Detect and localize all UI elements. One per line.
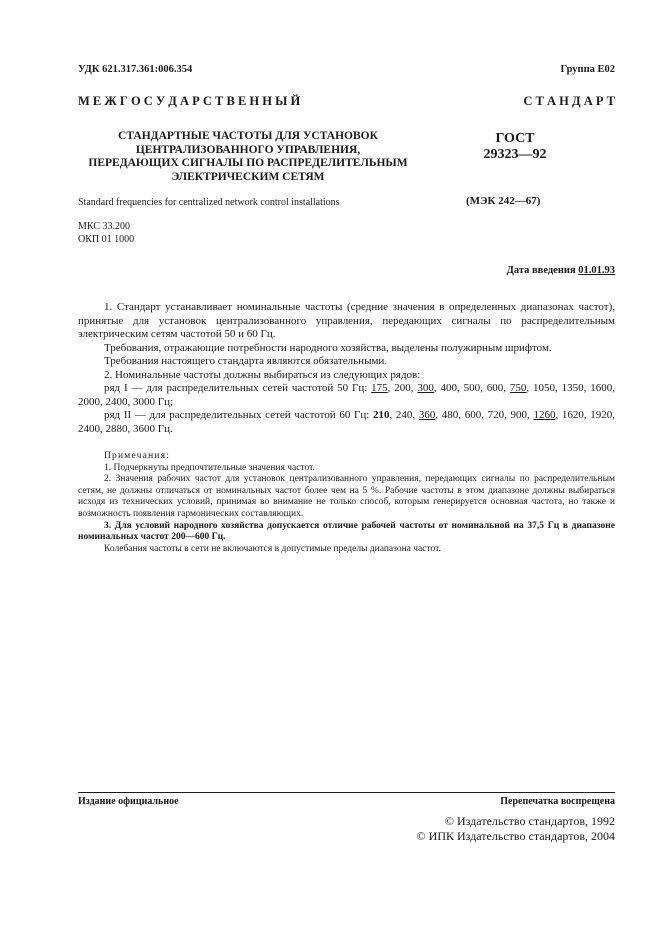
note-3: 3. Для условий народного хозяйства допускается отличие рабочей частоты от номинальной на 37,5 Гц в диапазоне номинальных частот 200—600 Гц. <box>78 520 615 543</box>
mks-code: МКС 33.200 <box>78 221 130 232</box>
frequency-value: 1260 <box>533 409 556 421</box>
note-4: Колебания частоты в сети не включаются в допустимые пределы диапазона частот. <box>104 543 441 554</box>
row-suffix: Гц. <box>155 422 173 435</box>
udk-code: УДК 621.317.361:006.354 <box>78 64 193 75</box>
frequency-value: 2400 <box>105 395 128 408</box>
group-code: Группа Е02 <box>560 64 615 75</box>
row-suffix: Гц; <box>155 395 174 408</box>
document-body <box>78 301 615 436</box>
notes-heading: Примечания: <box>104 451 171 461</box>
frequency-value: 240 <box>395 409 413 421</box>
copyright-block <box>417 814 615 844</box>
english-title: Standard frequencies for centralized network control installations <box>78 197 340 208</box>
frequency-value: 210 <box>373 409 390 421</box>
frequency-value: 3000 <box>133 395 155 408</box>
frequency-value: 750 <box>509 382 527 394</box>
frequency-value: 200 <box>394 382 411 394</box>
frequency-value: 2400 <box>78 422 100 435</box>
frequency-value: 600 <box>464 409 482 421</box>
frequency-value: 1920 <box>590 409 613 421</box>
frequency-value: 1600 <box>590 382 613 394</box>
gost-number: 29323—92 <box>483 147 547 162</box>
introduction-date <box>507 265 615 276</box>
frequency-row-2: ряд II — для распределительных сетей частотой 60 Гц: 210, 240, 360, 480, 600, 720, 900, 1260, 1620, 1920, 2400, 2880, 3600 Гц. <box>78 409 616 435</box>
frequency-value: 600 <box>486 382 504 394</box>
okp-code: ОКП 01 1000 <box>78 233 135 245</box>
paragraph-1: 1. Стандарт устанавливает номинальные частоты (средние значения в определенных диапазонах частот), принятые для установок централизованного управления, передающих сигналы по распределительным электрическим сетям частотой 50 и 60 Гц. <box>78 301 615 340</box>
paragraph-4: 2. Номинальные частоты должны выбираться из следующих рядов: <box>104 368 421 381</box>
notes-section <box>78 451 615 555</box>
frequency-value: 3600 <box>133 422 155 435</box>
frequency-value: 480 <box>441 409 459 421</box>
title-line: ЭЛЕКТРИЧЕСКИМ СЕТЯМ <box>171 170 325 183</box>
frequency-row-1: ряд I — для распределительных сетей частотой 50 Гц: 175, 200, 300, 400, 500, 600, 750, 1050, 1350, 1600, 2000, 2400, 3000 Гц; <box>78 382 616 408</box>
frequency-value: 175 <box>371 382 388 394</box>
footer-divider <box>78 792 615 793</box>
banner-word-interstate: М Е Ж Г О С У Д А Р С Т В Е Н Н Ы Й <box>78 94 301 108</box>
document-title <box>78 130 418 184</box>
gost-label: ГОСТ <box>495 131 535 146</box>
reprint-prohibited: Перепечатка воспрещена <box>500 796 615 807</box>
frequency-value: 300 <box>417 382 434 394</box>
row-prefix: ряд I — для распределительных сетей частотой 50 Гц: <box>104 382 372 394</box>
note-1: 1. Подчеркнуты предпочтительные значения частот. <box>104 462 315 473</box>
intro-date-label: Дата введения <box>506 265 576 276</box>
title-line: ПЕРЕДАЮЩИХ СИГНАЛЫ ПО РАСПРЕДЕЛИТЕЛЬНЫМ <box>88 157 408 169</box>
iec-reference: (МЭК 242—67) <box>466 195 541 207</box>
classification-codes <box>78 221 134 246</box>
frequency-value: 500 <box>463 382 481 394</box>
copyright-2004: © ИПК Издательство стандартов, 2004 <box>416 829 615 843</box>
frequency-value: 720 <box>487 409 505 421</box>
frequency-value: 1350 <box>561 382 584 394</box>
row-prefix: ряд II — для распределительных сетей частотой 60 Гц: <box>104 409 373 421</box>
frequency-value: 1050 <box>533 382 556 394</box>
frequency-value: 400 <box>440 382 458 394</box>
title-line: ЦЕНТРАЛИЗОВАННОГО УПРАВЛЕНИЯ, <box>135 143 361 156</box>
frequency-value: 1620 <box>561 409 584 421</box>
copyright-1992: © Издательство стандартов, 1992 <box>444 814 615 828</box>
title-line: СТАНДАРТНЫЕ ЧАСТОТЫ ДЛЯ УСТАНОВОК <box>118 130 378 142</box>
paragraph-2: Требования, отражающие потребности народного хозяйства, выделены полужирным шрифтом. <box>104 341 552 354</box>
official-edition: Издание официальное <box>78 796 179 807</box>
banner-word-standard: С Т А Н Д А Р Т <box>523 94 615 108</box>
frequency-value: 2000 <box>78 395 100 408</box>
standard-banner <box>78 94 615 109</box>
note-2: 2. Значения рабочих частот для установок централизованного управления, передающих сигналы по распределительным сетям, не должны отличаться от номинальных частот более чем на 5 %. Рабочие частоты в этом диапазоне должны выбираться исходя из технических условий, принимая во внимание не только способ, которым генерируется основная частота, но также и возможность появления гармонических составляющих. <box>78 474 615 519</box>
paragraph-3: Требования настоящего стандарта являются обязательными. <box>104 355 388 367</box>
frequency-value: 360 <box>418 409 436 421</box>
frequency-value: 2880 <box>105 422 128 435</box>
gost-designation <box>470 131 560 163</box>
frequency-value: 900 <box>510 409 528 421</box>
intro-date-value: 01.01.93 <box>578 265 615 276</box>
